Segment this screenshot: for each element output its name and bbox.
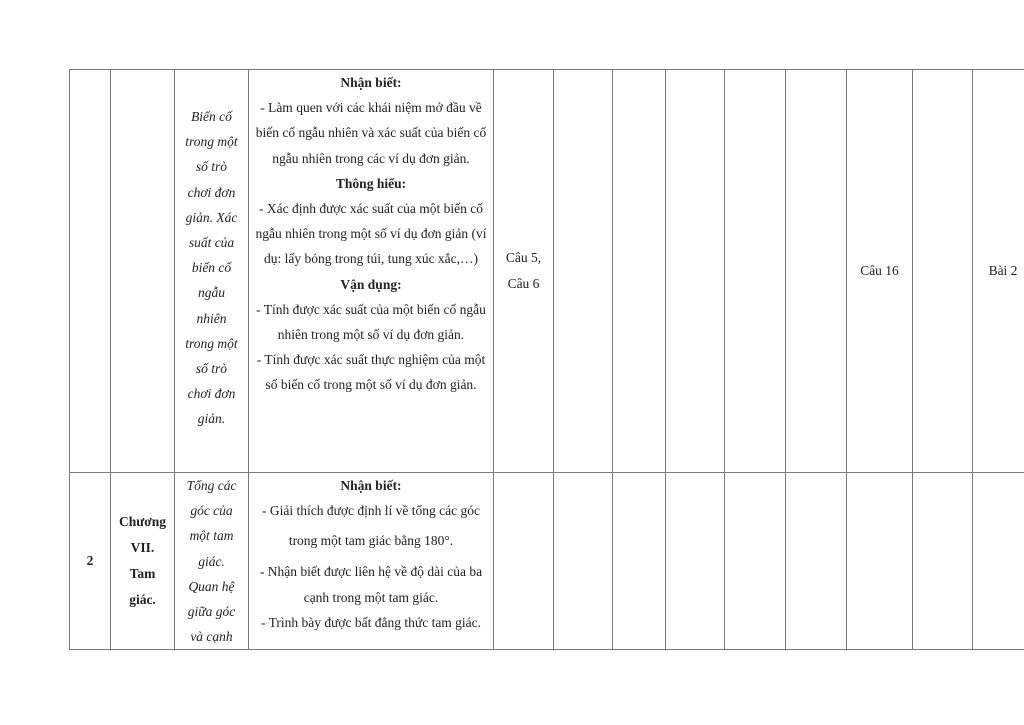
topic-line: trong một [185,134,238,150]
level-cell [725,70,786,473]
level-cell [973,473,1024,650]
topic-line: biến cố [191,260,232,276]
requirement-heading: Nhận biết: [340,75,402,90]
requirement-text: - Giải thích được định lí về tổng các góc [261,503,481,519]
level-cell [613,70,666,473]
table-row [70,70,1024,473]
level-cell [847,473,913,650]
stt-cell [70,70,111,473]
level-cell: Bài 2 [973,70,1024,473]
level-cell [494,70,554,473]
topic-line: giản. [197,411,226,427]
level-cell [913,473,973,650]
requirement-text: - Nhận biết được liên hệ về độ dài của ba cạnh trong một tam giác. [259,564,483,605]
level-cell [613,473,666,650]
assessment-matrix-table [69,69,1024,650]
chapter-line: giác. [129,592,156,608]
level-cell [725,473,786,650]
topic-line: chơi đơn [187,184,236,200]
topic-line: suất của [188,235,235,251]
requirement-text: - Tính được xác suất thực nghiệm của một số biến cố trong một số ví dụ đơn giản. [256,352,486,393]
table-row [70,473,1024,650]
level-cell [786,473,847,650]
level-cell [913,70,973,473]
topic-line: chơi đơn [187,386,236,402]
requirement-text: trong một tam giác bằng 180°. [288,533,454,549]
topic-line: giác. [198,553,225,569]
level-cell [494,473,554,650]
requirement-heading: Vận dụng: [340,276,402,292]
topic-line: giữa góc [187,604,236,620]
topic-line: ngẫu [198,285,225,301]
level-cell [666,473,725,650]
level-cell [666,70,725,473]
topic-line: nhiên [196,310,227,326]
requirement-heading: Nhận biết: [340,478,402,493]
requirement-text: - Làm quen với các khái niệm mở đầu về biến cố ngẫu nhiên và xác suất của biến cố ngẫu nhiên trong các ví dụ đơn giản. [255,100,487,166]
topic-line: số trò [195,159,228,175]
topic-line: Quan hệ [188,578,235,594]
topic-line: và cạnh [190,629,233,645]
level-cell: Câu 16 [847,70,913,473]
level-cell [554,473,613,650]
topic-line: góc của [190,503,233,519]
chapter-line: Tam [129,566,156,582]
requirements-cell [249,473,494,650]
topic-cell [175,473,249,650]
topic-line: Tổng các [186,478,237,493]
topic-line: Biến cố [191,109,232,124]
chapter-cell [111,70,175,473]
chapter-cell [111,473,175,650]
requirement-heading: Thông hiểu: [335,175,407,191]
topic-line: số trò [195,361,228,377]
level-cell [554,70,613,473]
topic-line: trong một [185,335,238,351]
topic-cell [175,70,249,473]
requirement-text: - Xác định được xác suất của một biến cố ngẫu nhiên trong một số ví dụ đơn giản (ví dụ: lấy bóng trong túi, tung xúc xắc,…) [255,201,487,267]
stt-cell: 2 [70,473,111,650]
question-ref: Câu 6 [507,276,540,291]
topic-line: giản. Xác [185,209,238,225]
requirements-cell [249,70,494,473]
requirement-text: - Trình bày được bất đẳng thức tam giác. [260,614,482,630]
requirement-text: - Tính được xác suất của một biến cố ngẫu nhiên trong một số ví dụ đơn giản. [256,301,486,343]
chapter-line: Chương [118,514,167,530]
topic-line: một tam [189,528,234,544]
level-cell [786,70,847,473]
question-ref: Câu 5, [505,250,542,265]
chapter-line: VII. [130,540,155,556]
